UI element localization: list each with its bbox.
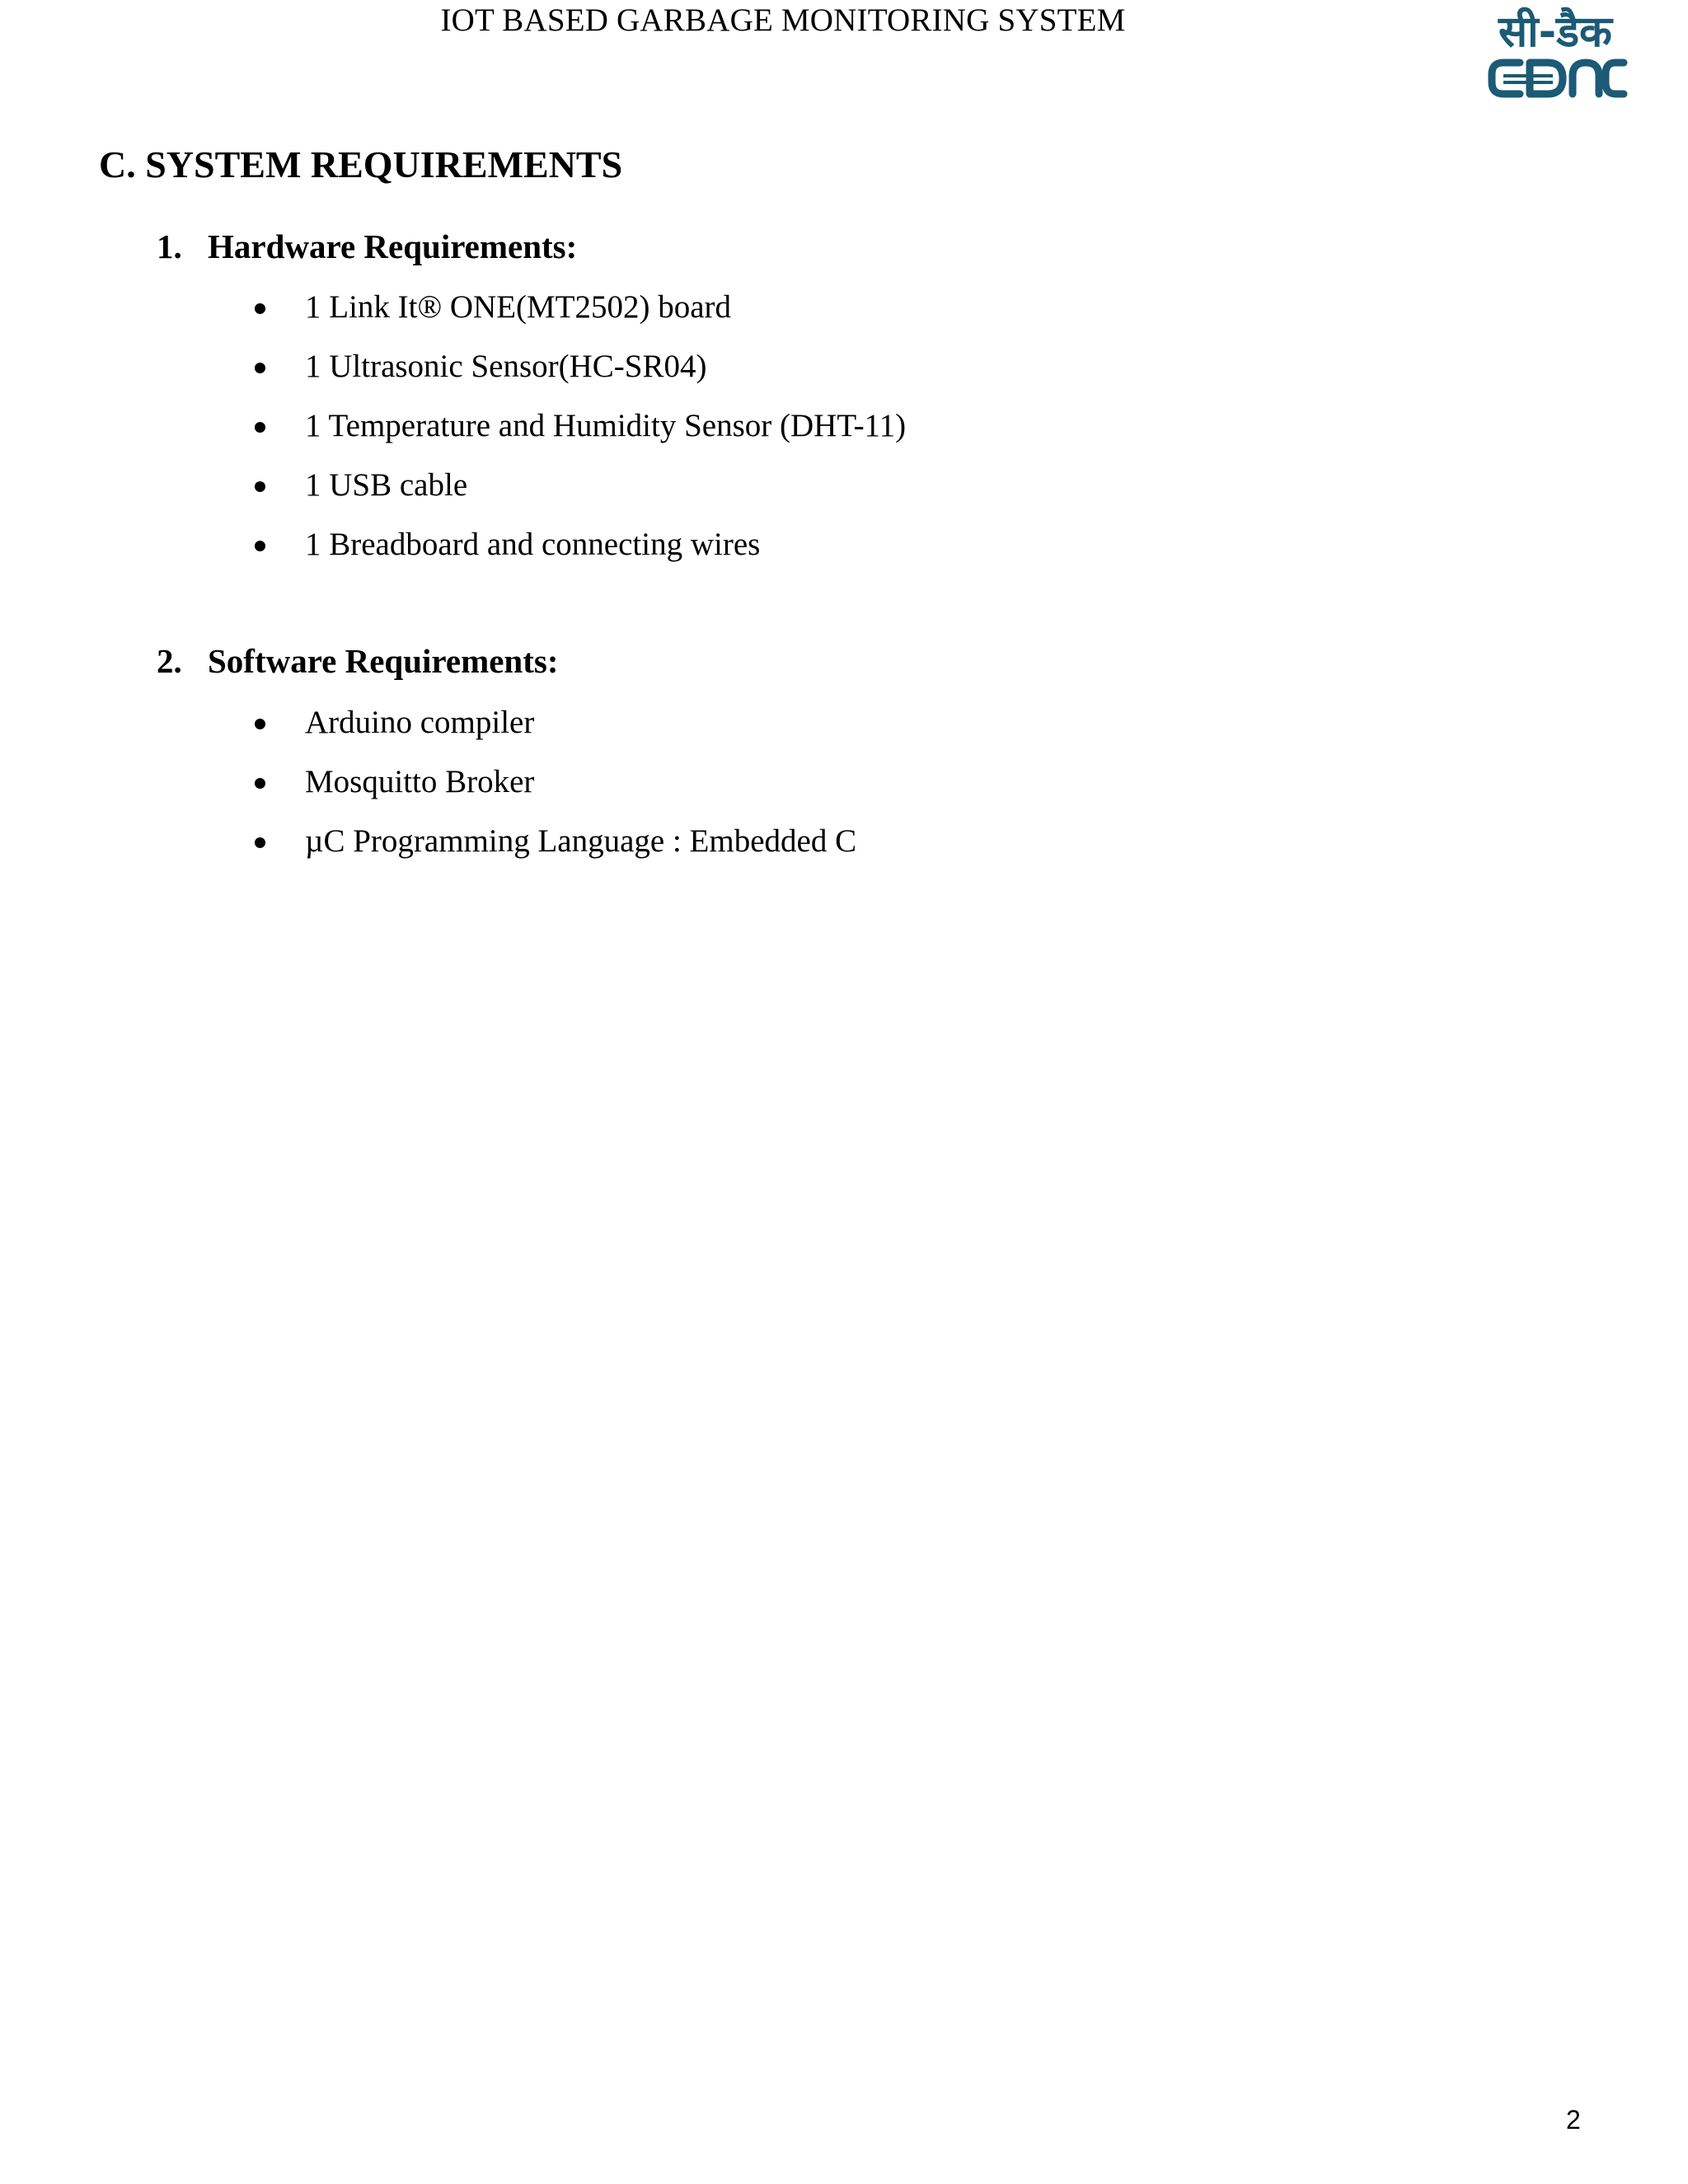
running-header-title: IOT BASED GARBAGE MONITORING SYSTEM	[440, 2, 1126, 38]
bullet-icon	[255, 303, 265, 314]
software-number: 2.	[157, 642, 182, 680]
hardware-title: Hardware Requirements:	[208, 227, 578, 265]
bullet-icon	[255, 778, 265, 789]
bullet-icon	[255, 422, 265, 433]
list-item-text: Arduino compiler	[305, 705, 535, 740]
hardware-number: 1.	[157, 227, 182, 265]
list-item-text: 1 Ultrasonic Sensor(HC-SR04)	[305, 349, 707, 384]
logo-devanagari-text: सी-डैक	[1498, 7, 1612, 57]
software-requirements-heading	[157, 640, 559, 682]
section-heading: C. SYSTEM REQUIREMENTS	[99, 143, 623, 185]
list-item-text: 1 USB cable	[305, 467, 468, 503]
list-item-text: 1 Temperature and Humidity Sensor (DHT-11)	[305, 408, 907, 443]
list-item-text: 1 Link It® ONE(MT2502) board	[305, 289, 732, 325]
bullet-icon	[255, 481, 265, 492]
list-item-text: µC Programming Language : Embedded C	[305, 823, 857, 859]
list-item-text: 1 Breadboard and connecting wires	[305, 527, 761, 562]
bullet-icon	[255, 541, 265, 551]
bullet-icon	[255, 363, 265, 373]
bullet-icon	[255, 837, 265, 848]
cdac-logo-icon	[1484, 0, 1628, 103]
page-number: 2	[1566, 2105, 1581, 2135]
bullet-icon	[255, 719, 265, 729]
list-item-text: Mosquitto Broker	[305, 764, 535, 799]
software-title: Software Requirements:	[208, 642, 559, 680]
hardware-requirements-heading	[157, 226, 577, 267]
